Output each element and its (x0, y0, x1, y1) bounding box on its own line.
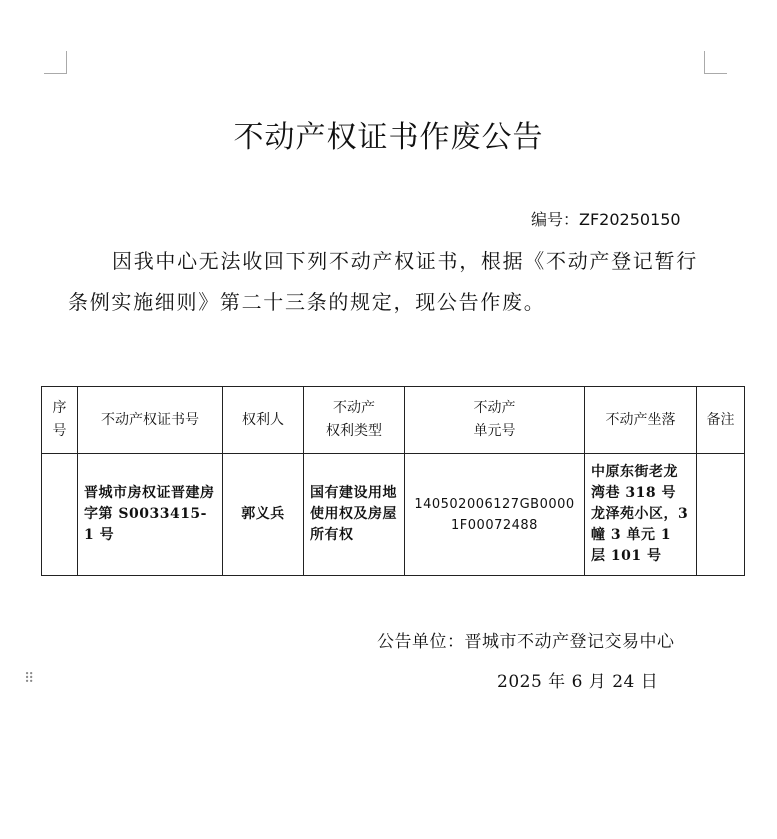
header-holder: 权利人 (223, 387, 304, 454)
header-unit-no: 不动产 单元号 (405, 387, 585, 454)
page-corner-top-left (44, 51, 67, 74)
header-remark: 备注 (697, 387, 745, 454)
page-corner-top-right (704, 51, 727, 74)
table-row (42, 454, 745, 576)
issue-date: 2025 年 6 月 24 日 (497, 672, 659, 692)
cell-seq (42, 454, 78, 576)
cell-unit-no: 140502006127GB00001F00072488 (405, 454, 585, 576)
certificate-table (41, 386, 745, 576)
document-title: 不动产权证书作废公告 (233, 120, 544, 155)
cell-right-type: 国有建设用地使用权及房屋所有权 (304, 454, 405, 576)
cell-holder: 郭义兵 (223, 454, 304, 576)
issuer: 公告单位：晋城市不动产登记交易中心 (377, 632, 675, 652)
cell-location: 中原东街老龙湾巷 318 号龙泽苑小区，3 幢 3 单元 1 层 101 号 (585, 454, 697, 576)
document-number: 编号：ZF20250150 (531, 210, 681, 229)
header-right-type: 不动产 权利类型 (304, 387, 405, 454)
drag-handle-icon[interactable]: ⠿ (24, 671, 34, 687)
cell-cert-no: 晋城市房权证晋建房字第 S0033415-1 号 (78, 454, 223, 576)
header-seq: 序号 (42, 387, 78, 454)
table-header-row (42, 387, 745, 454)
cell-remark (697, 454, 745, 576)
header-location: 不动产坐落 (585, 387, 697, 454)
header-cert-no: 不动产权证书号 (78, 387, 223, 454)
body-paragraph: 因我中心无法收回下列不动产权证书，根据《不动产登记暂行条例实施细则》第二十三条的规定，现公告作废。 (68, 249, 698, 314)
